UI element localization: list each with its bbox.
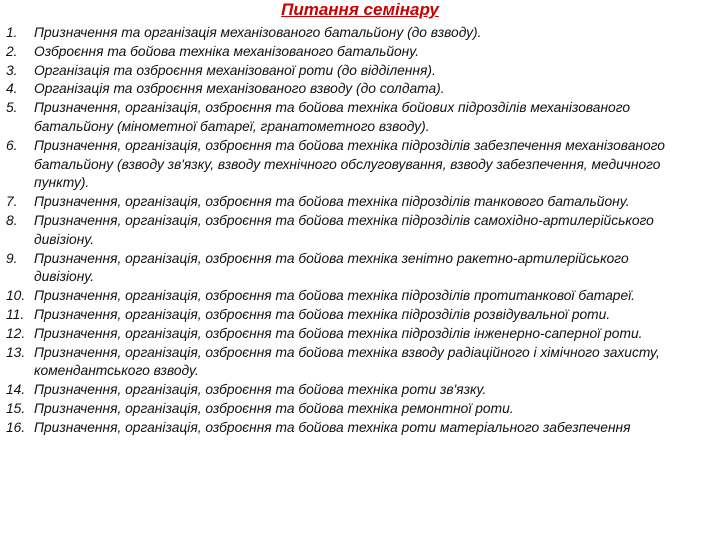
item-text: Призначення, організація, озброєння та бойова техніка підрозділів розвідувальної роти. (34, 306, 611, 322)
list-item (6, 80, 666, 99)
list-item (6, 99, 666, 137)
item-text: Призначення, організація, озброєння та бойова техніка бойових підрозділів механізованого батальйону (мінометної батареї, гранатометного взводу). (34, 100, 631, 134)
list-item (6, 212, 666, 250)
item-text: Призначення, організація, озброєння та бойова техніка роти матеріального забезпечення (34, 419, 631, 435)
item-number: 7. (6, 194, 18, 210)
page-title: Питання семінару (281, 0, 439, 19)
list-item (6, 287, 666, 306)
list-item (6, 137, 666, 193)
item-text: Призначення, організація, озброєння та бойова техніка зенітно ракетно-артилерійського дивізіону. (34, 250, 629, 285)
item-text: Призначення, організація, озброєння та бойова техніка підрозділів танкового батальйону. (34, 194, 630, 210)
list-item (6, 250, 666, 288)
list-item (6, 193, 666, 212)
item-number: 15. (6, 400, 26, 416)
item-number: 3. (6, 62, 18, 78)
list-item (6, 306, 666, 325)
item-text: Організація та озброєння механізованої роти (до відділення). (34, 62, 436, 78)
item-number: 14. (6, 382, 26, 398)
item-number: 6. (6, 137, 18, 153)
question-list (6, 24, 666, 438)
item-number: 5. (6, 100, 18, 116)
item-text: Призначення, організація, озброєння та бойова техніка роти зв'язку. (34, 382, 487, 398)
item-text: Організація та озброєння механізованого взводу (до солдата). (34, 81, 445, 97)
item-number: 13. (6, 344, 26, 360)
list-item (6, 43, 666, 62)
item-text: Озброєння та бойова техніка механізованого батальйону. (34, 43, 420, 59)
item-number: 8. (6, 212, 18, 228)
item-number: 16. (6, 419, 26, 435)
item-text: Призначення, організація, озброєння та бойова техніка підрозділів інженерно-саперної роти. (34, 325, 643, 341)
item-number: 2. (6, 43, 18, 59)
item-number: 4. (6, 81, 18, 97)
item-text: Призначення, організація, озброєння та бойова техніка підрозділів самохідно-артилерійського дивізіону. (34, 212, 654, 247)
item-text: Призначення та організація механізованого батальйону (до взводу). (34, 25, 482, 40)
item-number: 9. (6, 250, 18, 266)
list-item (6, 419, 666, 438)
list-item (6, 62, 666, 81)
item-text: Призначення, організація, озброєння та бойова техніка взводу радіаційного і хімічного захисту, комендантського взводу. (34, 344, 660, 379)
list-item (6, 400, 666, 419)
item-text: Призначення, організація, озброєння та бойова техніка підрозділів забезпечення механізованого батальйону (взводу зв'язку, взводу технічного обслуговування, взводу забезпечення, медичного пункту). (34, 137, 665, 191)
list-item (6, 325, 666, 344)
item-number: 10. (6, 288, 26, 304)
list-item (6, 381, 666, 400)
list-item (6, 344, 666, 382)
list-item (6, 24, 666, 43)
item-number: 12. (6, 325, 26, 341)
item-number: 11. (6, 306, 25, 322)
item-number: 1. (6, 25, 18, 40)
item-text: Призначення, організація, озброєння та бойова техніка ремонтної роти. (34, 400, 514, 416)
item-text: Призначення, організація, озброєння та бойова техніка підрозділів протитанкової батареї. (34, 288, 636, 304)
